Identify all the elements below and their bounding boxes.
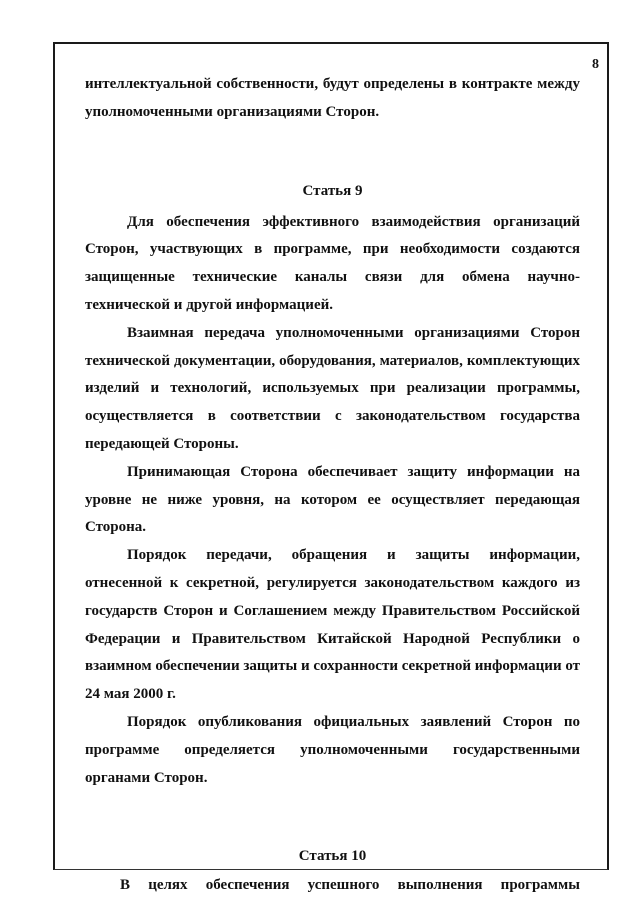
article-9-paragraph-3: Принимающая Сторона обеспечивает защиту информации на уровне не ниже уровня, на котором ее осуществляет передающая Сторона.: [85, 463, 580, 536]
continuation-paragraph: интеллектуальной собственности, будут определены в контракте между уполномоченными организациями Сторон.: [85, 76, 580, 120]
article-9-paragraph-4: Порядок передачи, обращения и защиты информации, отнесенной к секретной, регулируется законодательством каждого из государств Сторон и Соглашением между Правительством Российской Федерации и Правительством Китайской Народной Республики о взаимном обеспечении защиты и сохранности секретной информации от 24 мая 2000 г.: [85, 547, 581, 703]
document-body: [85, 71, 580, 900]
article-10-word: выполнения: [397, 877, 483, 894]
article-10-word: обеспечения: [205, 877, 290, 894]
article-10-word: программы: [500, 877, 580, 894]
article-9-paragraph-2: Взаимная передача уполномоченными организациями Сторон технической документации, оборудования, материалов, комплектующих изделий и технологий, используемых при реализации программы, осуществляется в соответствии с законодательством государства передающей Стороны.: [85, 324, 580, 452]
article-9-paragraph-5: Порядок опубликования официальных заявлений Сторон по программе определяется уполномоченными государственными органами Сторон.: [85, 713, 580, 786]
article-10-word: целях: [148, 877, 188, 894]
article-9-paragraph-1: Для обеспечения эффективного взаимодействия организаций Сторон, участвующих в программе, при необходимости создаются защищенные технические каналы связи для обмена научно-технической и другой информацией.: [85, 213, 580, 313]
article-10-first-line: [85, 872, 580, 900]
article-9-heading: Статья 9: [302, 182, 363, 199]
article-10-heading: Статья 10: [298, 848, 367, 865]
article-10-word: В: [120, 877, 131, 894]
page-number: 8: [592, 57, 599, 72]
article-10-word: успешного: [307, 877, 380, 894]
